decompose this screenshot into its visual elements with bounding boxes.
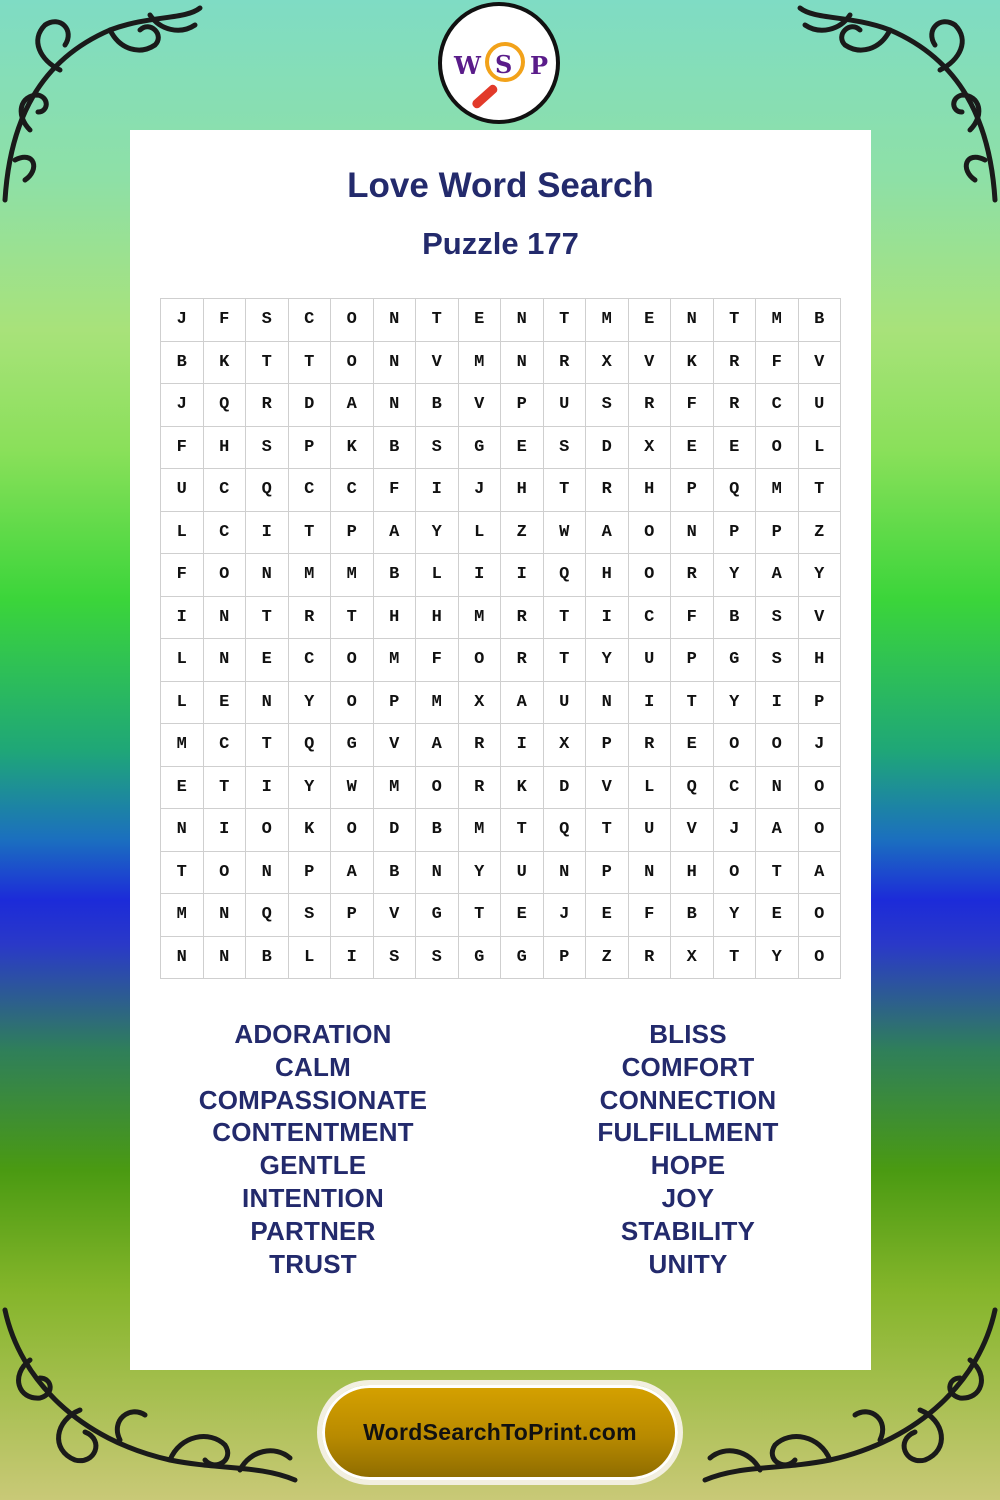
grid-cell[interactable]: D: [374, 809, 417, 852]
grid-cell[interactable]: E: [671, 427, 714, 470]
grid-cell[interactable]: H: [204, 427, 247, 470]
grid-cell[interactable]: N: [671, 512, 714, 555]
grid-cell[interactable]: P: [331, 512, 374, 555]
grid-cell[interactable]: B: [374, 554, 417, 597]
grid-cell[interactable]: T: [586, 809, 629, 852]
grid-cell[interactable]: U: [629, 809, 672, 852]
grid-cell[interactable]: X: [544, 724, 587, 767]
grid-cell[interactable]: P: [289, 852, 332, 895]
grid-cell[interactable]: M: [756, 299, 799, 342]
grid-cell[interactable]: Z: [501, 512, 544, 555]
grid-cell[interactable]: L: [416, 554, 459, 597]
grid-cell[interactable]: H: [374, 597, 417, 640]
grid-cell[interactable]: Q: [289, 724, 332, 767]
grid-cell[interactable]: J: [161, 384, 204, 427]
grid-cell[interactable]: G: [501, 937, 544, 980]
grid-cell[interactable]: I: [756, 682, 799, 725]
grid-cell[interactable]: R: [629, 937, 672, 980]
grid-cell[interactable]: I: [161, 597, 204, 640]
grid-cell[interactable]: V: [629, 342, 672, 385]
grid-cell[interactable]: V: [799, 597, 842, 640]
grid-cell[interactable]: B: [799, 299, 842, 342]
grid-cell[interactable]: I: [204, 809, 247, 852]
grid-cell[interactable]: M: [161, 724, 204, 767]
grid-cell[interactable]: H: [799, 639, 842, 682]
grid-cell[interactable]: T: [289, 342, 332, 385]
grid-cell[interactable]: R: [629, 724, 672, 767]
grid-cell[interactable]: M: [459, 342, 502, 385]
grid-cell[interactable]: T: [799, 469, 842, 512]
grid-cell[interactable]: A: [756, 554, 799, 597]
word-list-item: CONTENTMENT: [212, 1117, 414, 1148]
word-list-item: JOY: [661, 1182, 715, 1213]
grid-cell[interactable]: N: [204, 894, 247, 937]
grid-cell[interactable]: I: [459, 554, 502, 597]
grid-cell[interactable]: O: [204, 554, 247, 597]
grid-cell[interactable]: U: [544, 384, 587, 427]
puzzle-number: Puzzle 177: [422, 226, 579, 261]
grid-cell[interactable]: T: [756, 852, 799, 895]
grid-cell[interactable]: C: [289, 299, 332, 342]
grid-cell[interactable]: S: [416, 427, 459, 470]
grid-cell[interactable]: I: [416, 469, 459, 512]
grid-cell[interactable]: V: [374, 894, 417, 937]
word-list-item: CALM: [275, 1051, 351, 1082]
grid-cell[interactable]: E: [161, 767, 204, 810]
grid-cell[interactable]: N: [586, 682, 629, 725]
grid-cell[interactable]: K: [501, 767, 544, 810]
grid-cell[interactable]: J: [161, 299, 204, 342]
grid-cell[interactable]: T: [204, 767, 247, 810]
grid-cell[interactable]: B: [416, 809, 459, 852]
grid-cell[interactable]: P: [374, 682, 417, 725]
grid-cell[interactable]: Y: [714, 682, 757, 725]
grid-cell[interactable]: O: [331, 639, 374, 682]
grid-cell[interactable]: H: [586, 554, 629, 597]
grid-cell[interactable]: P: [501, 384, 544, 427]
grid-cell[interactable]: O: [331, 342, 374, 385]
word-list-item: COMPASSIONATE: [198, 1084, 428, 1115]
grid-cell[interactable]: P: [289, 427, 332, 470]
grid-cell[interactable]: O: [799, 809, 842, 852]
word-list-left: [128, 1018, 498, 1280]
grid-cell[interactable]: Y: [714, 554, 757, 597]
grid-cell[interactable]: M: [416, 682, 459, 725]
grid-cell[interactable]: K: [671, 342, 714, 385]
grid-cell[interactable]: J: [544, 894, 587, 937]
grid-cell[interactable]: U: [544, 682, 587, 725]
grid-cell[interactable]: O: [799, 937, 842, 980]
grid-cell[interactable]: G: [416, 894, 459, 937]
grid-cell[interactable]: E: [204, 682, 247, 725]
grid-cell[interactable]: M: [331, 554, 374, 597]
grid-cell[interactable]: E: [459, 299, 502, 342]
grid-cell[interactable]: G: [331, 724, 374, 767]
grid-cell[interactable]: Y: [289, 682, 332, 725]
grid-cell[interactable]: B: [671, 894, 714, 937]
grid-cell[interactable]: F: [629, 894, 672, 937]
grid-cell[interactable]: T: [671, 682, 714, 725]
word-list-item: CONNECTION: [599, 1084, 777, 1115]
grid-cell[interactable]: T: [544, 299, 587, 342]
grid-cell[interactable]: R: [544, 342, 587, 385]
grid-cell[interactable]: B: [714, 597, 757, 640]
grid-cell[interactable]: N: [501, 342, 544, 385]
grid-cell[interactable]: Z: [586, 937, 629, 980]
grid-cell[interactable]: Q: [204, 384, 247, 427]
word-list-item: INTENTION: [242, 1182, 384, 1213]
grid-cell[interactable]: F: [374, 469, 417, 512]
grid-cell[interactable]: Q: [671, 767, 714, 810]
grid-cell[interactable]: S: [246, 299, 289, 342]
grid-cell[interactable]: O: [629, 512, 672, 555]
grid-cell[interactable]: I: [501, 554, 544, 597]
grid-cell[interactable]: T: [246, 597, 289, 640]
grid-cell[interactable]: I: [246, 767, 289, 810]
grid-cell[interactable]: E: [671, 724, 714, 767]
logo-letter-w: W: [454, 51, 481, 80]
word-list-item: COMFORT: [621, 1051, 755, 1082]
grid-cell[interactable]: N: [204, 937, 247, 980]
grid-cell[interactable]: P: [544, 937, 587, 980]
grid-cell[interactable]: T: [331, 597, 374, 640]
grid-cell[interactable]: P: [756, 512, 799, 555]
grid-cell[interactable]: N: [756, 767, 799, 810]
grid-cell[interactable]: A: [756, 809, 799, 852]
word-list-item: GENTLE: [259, 1150, 367, 1181]
grid-cell[interactable]: T: [714, 937, 757, 980]
grid-cell[interactable]: R: [459, 724, 502, 767]
grid-cell[interactable]: S: [586, 384, 629, 427]
grid-cell[interactable]: Q: [246, 469, 289, 512]
grid-cell[interactable]: I: [501, 724, 544, 767]
grid-cell[interactable]: O: [246, 809, 289, 852]
grid-cell[interactable]: L: [161, 682, 204, 725]
grid-cell[interactable]: J: [799, 724, 842, 767]
grid-cell[interactable]: N: [374, 299, 417, 342]
grid-cell[interactable]: M: [756, 469, 799, 512]
grid-cell[interactable]: E: [501, 894, 544, 937]
grid-cell[interactable]: Q: [544, 809, 587, 852]
grid-cell[interactable]: Q: [714, 469, 757, 512]
grid-cell[interactable]: T: [161, 852, 204, 895]
grid-cell[interactable]: M: [374, 767, 417, 810]
grid-cell[interactable]: R: [459, 767, 502, 810]
grid-cell[interactable]: T: [544, 469, 587, 512]
grid-cell[interactable]: S: [289, 894, 332, 937]
site-banner[interactable]: [322, 1385, 678, 1480]
word-list-item: PARTNER: [250, 1215, 376, 1246]
grid-cell[interactable]: R: [714, 342, 757, 385]
grid-cell[interactable]: B: [374, 427, 417, 470]
grid-cell[interactable]: C: [756, 384, 799, 427]
word-list-item: STABILITY: [620, 1215, 756, 1246]
grid-cell[interactable]: Y: [289, 767, 332, 810]
grid-cell[interactable]: G: [459, 427, 502, 470]
grid-cell[interactable]: T: [289, 512, 332, 555]
grid-cell[interactable]: L: [161, 639, 204, 682]
grid-cell[interactable]: I: [246, 512, 289, 555]
grid-cell[interactable]: V: [799, 342, 842, 385]
site-url[interactable]: WordSearchToPrint.com: [363, 1419, 637, 1445]
grid-cell[interactable]: M: [459, 809, 502, 852]
puzzle-title: Love Word Search: [347, 166, 654, 205]
grid-cell[interactable]: F: [161, 554, 204, 597]
grid-cell[interactable]: E: [629, 299, 672, 342]
grid-cell[interactable]: U: [501, 852, 544, 895]
grid-cell[interactable]: X: [671, 937, 714, 980]
grid-cell[interactable]: H: [671, 852, 714, 895]
word-list-right: [503, 1018, 873, 1280]
grid-cell[interactable]: E: [246, 639, 289, 682]
grid-cell[interactable]: P: [799, 682, 842, 725]
grid-cell[interactable]: Y: [714, 894, 757, 937]
grid-cell[interactable]: K: [331, 427, 374, 470]
grid-cell[interactable]: P: [586, 852, 629, 895]
grid-cell[interactable]: D: [289, 384, 332, 427]
grid-cell[interactable]: M: [289, 554, 332, 597]
grid-cell[interactable]: N: [544, 852, 587, 895]
grid-cell[interactable]: J: [714, 809, 757, 852]
grid-cell[interactable]: M: [459, 597, 502, 640]
grid-cell[interactable]: N: [501, 299, 544, 342]
grid-cell[interactable]: P: [714, 512, 757, 555]
grid-cell[interactable]: R: [586, 469, 629, 512]
grid-cell[interactable]: O: [756, 724, 799, 767]
grid-cell[interactable]: C: [289, 469, 332, 512]
grid-cell[interactable]: P: [331, 894, 374, 937]
logo-letter-p: P: [530, 51, 549, 80]
grid-cell[interactable]: A: [331, 852, 374, 895]
grid-cell[interactable]: C: [204, 469, 247, 512]
word-list-item: BLISS: [649, 1019, 727, 1049]
grid-cell[interactable]: L: [161, 512, 204, 555]
grid-cell[interactable]: J: [459, 469, 502, 512]
grid-cell[interactable]: N: [204, 597, 247, 640]
grid-cell[interactable]: Y: [799, 554, 842, 597]
grid-cell[interactable]: P: [671, 469, 714, 512]
grid-cell[interactable]: D: [544, 767, 587, 810]
grid-cell[interactable]: U: [799, 384, 842, 427]
grid-cell[interactable]: E: [586, 894, 629, 937]
grid-cell[interactable]: A: [501, 682, 544, 725]
word-list-item: TRUST: [269, 1248, 357, 1279]
grid-cell[interactable]: A: [416, 724, 459, 767]
word-list-item: UNITY: [648, 1248, 728, 1279]
grid-cell[interactable]: C: [714, 767, 757, 810]
grid-cell[interactable]: C: [204, 724, 247, 767]
grid-cell[interactable]: O: [714, 724, 757, 767]
grid-cell[interactable]: U: [161, 469, 204, 512]
grid-cell[interactable]: F: [756, 342, 799, 385]
grid-cell[interactable]: O: [331, 809, 374, 852]
grid-cell[interactable]: T: [501, 809, 544, 852]
wsp-logo: [438, 2, 560, 124]
grid-cell[interactable]: R: [629, 384, 672, 427]
word-list-item: ADORATION: [234, 1019, 392, 1049]
grid-cell[interactable]: S: [756, 639, 799, 682]
grid-cell[interactable]: T: [544, 597, 587, 640]
word-list-item: FULFILLMENT: [597, 1117, 779, 1148]
grid-cell[interactable]: U: [629, 639, 672, 682]
grid-cell[interactable]: P: [671, 639, 714, 682]
grid-cell[interactable]: Y: [416, 512, 459, 555]
grid-cell[interactable]: N: [246, 852, 289, 895]
grid-cell[interactable]: T: [544, 639, 587, 682]
grid-cell[interactable]: M: [161, 894, 204, 937]
grid-cell[interactable]: K: [204, 342, 247, 385]
grid-cell[interactable]: S: [756, 597, 799, 640]
grid-cell[interactable]: C: [629, 597, 672, 640]
grid-cell[interactable]: N: [161, 809, 204, 852]
grid-cell[interactable]: O: [799, 767, 842, 810]
grid-cell[interactable]: L: [799, 427, 842, 470]
grid-cell[interactable]: C: [331, 469, 374, 512]
grid-cell[interactable]: R: [246, 384, 289, 427]
magnifier-handle: [471, 83, 499, 110]
grid-cell[interactable]: O: [331, 299, 374, 342]
grid-cell[interactable]: O: [714, 852, 757, 895]
grid-cell[interactable]: C: [204, 512, 247, 555]
grid-cell[interactable]: R: [501, 639, 544, 682]
grid-cell[interactable]: R: [714, 384, 757, 427]
grid-cell[interactable]: X: [629, 427, 672, 470]
grid-cell[interactable]: X: [586, 342, 629, 385]
grid-cell[interactable]: I: [331, 937, 374, 980]
grid-cell[interactable]: B: [161, 342, 204, 385]
grid-cell[interactable]: S: [416, 937, 459, 980]
grid-cell[interactable]: T: [246, 342, 289, 385]
grid-cell[interactable]: B: [246, 937, 289, 980]
grid-cell[interactable]: O: [204, 852, 247, 895]
grid-cell[interactable]: A: [799, 852, 842, 895]
grid-cell[interactable]: O: [756, 427, 799, 470]
grid-cell[interactable]: L: [289, 937, 332, 980]
grid-cell[interactable]: O: [331, 682, 374, 725]
grid-cell[interactable]: N: [161, 937, 204, 980]
grid-cell[interactable]: M: [586, 299, 629, 342]
grid-cell[interactable]: M: [374, 639, 417, 682]
grid-cell[interactable]: O: [416, 767, 459, 810]
grid-cell[interactable]: Y: [586, 639, 629, 682]
grid-cell[interactable]: N: [246, 682, 289, 725]
grid-cell[interactable]: O: [459, 639, 502, 682]
grid-cell[interactable]: B: [416, 384, 459, 427]
grid-cell[interactable]: V: [374, 724, 417, 767]
grid-cell[interactable]: F: [671, 384, 714, 427]
grid-cell[interactable]: Y: [756, 937, 799, 980]
grid-cell[interactable]: T: [416, 299, 459, 342]
grid-cell[interactable]: Q: [246, 894, 289, 937]
grid-cell[interactable]: G: [459, 937, 502, 980]
grid-cell[interactable]: R: [501, 597, 544, 640]
grid-cell[interactable]: F: [204, 299, 247, 342]
grid-cell[interactable]: W: [331, 767, 374, 810]
letter-grid: [160, 298, 841, 979]
grid-cell[interactable]: G: [714, 639, 757, 682]
grid-cell[interactable]: H: [416, 597, 459, 640]
grid-cell[interactable]: T: [459, 894, 502, 937]
grid-cell[interactable]: C: [289, 639, 332, 682]
grid-cell[interactable]: V: [586, 767, 629, 810]
grid-cell[interactable]: N: [204, 639, 247, 682]
grid-cell[interactable]: A: [374, 512, 417, 555]
grid-cell[interactable]: V: [671, 809, 714, 852]
grid-cell[interactable]: T: [714, 299, 757, 342]
grid-cell[interactable]: F: [671, 597, 714, 640]
grid-cell[interactable]: H: [629, 469, 672, 512]
grid-cell[interactable]: I: [629, 682, 672, 725]
grid-cell[interactable]: A: [586, 512, 629, 555]
grid-cell[interactable]: N: [374, 384, 417, 427]
grid-cell[interactable]: O: [799, 894, 842, 937]
grid-cell[interactable]: N: [671, 299, 714, 342]
grid-cell[interactable]: E: [756, 894, 799, 937]
grid-cell[interactable]: A: [331, 384, 374, 427]
grid-cell[interactable]: Y: [459, 852, 502, 895]
grid-cell[interactable]: K: [289, 809, 332, 852]
grid-cell[interactable]: R: [289, 597, 332, 640]
grid-cell[interactable]: N: [246, 554, 289, 597]
grid-cell[interactable]: F: [416, 639, 459, 682]
grid-cell[interactable]: Z: [799, 512, 842, 555]
grid-cell[interactable]: S: [374, 937, 417, 980]
grid-cell[interactable]: N: [416, 852, 459, 895]
grid-cell[interactable]: Q: [544, 554, 587, 597]
grid-cell[interactable]: W: [544, 512, 587, 555]
grid-cell[interactable]: O: [629, 554, 672, 597]
grid-cell[interactable]: S: [544, 427, 587, 470]
grid-cell[interactable]: H: [501, 469, 544, 512]
grid-cell[interactable]: B: [374, 852, 417, 895]
logo-letter-s: S: [495, 50, 513, 79]
grid-cell[interactable]: V: [459, 384, 502, 427]
grid-cell[interactable]: V: [416, 342, 459, 385]
grid-cell[interactable]: L: [459, 512, 502, 555]
grid-cell[interactable]: L: [629, 767, 672, 810]
grid-cell[interactable]: F: [161, 427, 204, 470]
grid-cell[interactable]: I: [586, 597, 629, 640]
grid-cell[interactable]: N: [374, 342, 417, 385]
grid-cell[interactable]: X: [459, 682, 502, 725]
grid-cell[interactable]: R: [671, 554, 714, 597]
grid-cell[interactable]: N: [629, 852, 672, 895]
puzzle-sheet: [130, 130, 871, 1370]
grid-cell[interactable]: E: [501, 427, 544, 470]
grid-cell[interactable]: D: [586, 427, 629, 470]
grid-cell[interactable]: E: [714, 427, 757, 470]
grid-cell[interactable]: T: [246, 724, 289, 767]
grid-cell[interactable]: P: [586, 724, 629, 767]
word-list-item: HOPE: [650, 1150, 726, 1181]
grid-cell[interactable]: S: [246, 427, 289, 470]
